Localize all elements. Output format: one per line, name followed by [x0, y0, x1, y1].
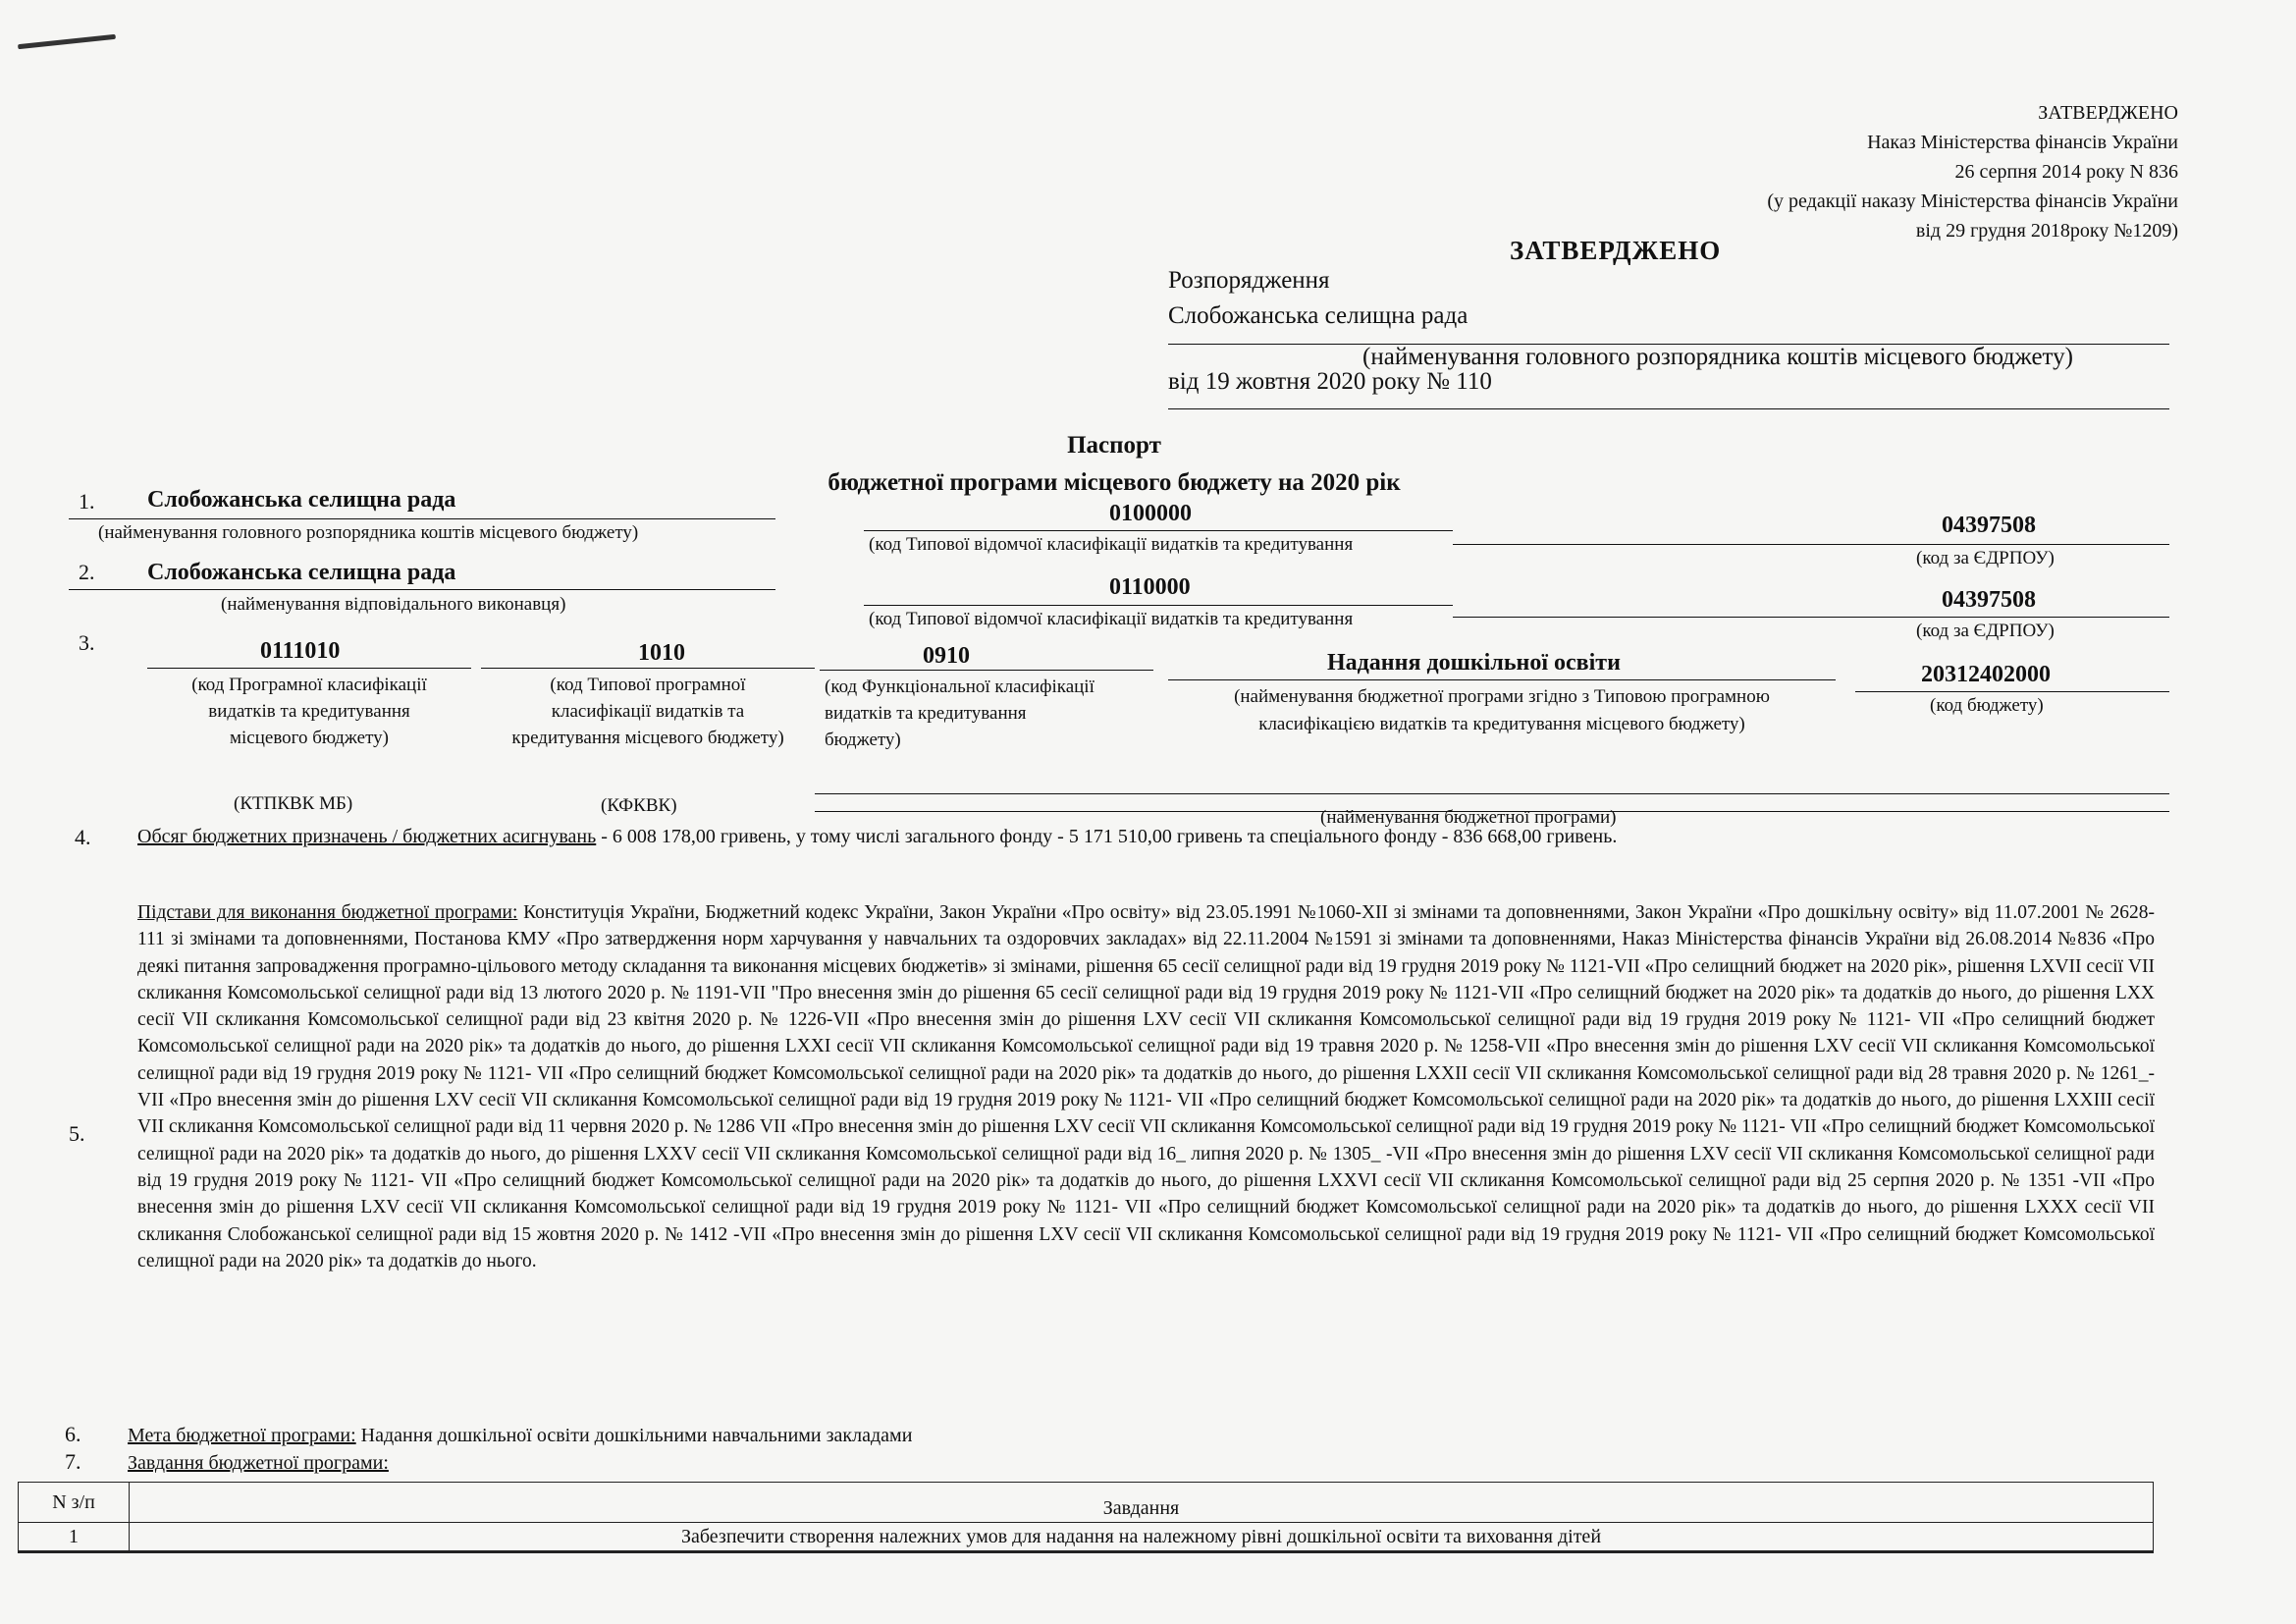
- approval-header-stamp: ЗАТВЕРДЖЕНО: [2038, 102, 2178, 124]
- item3-budget-code: 20312402000: [1921, 662, 2051, 687]
- caption-line: бюджету): [825, 730, 901, 750]
- approval-header-line: Наказ Міністерства фінансів України: [1867, 132, 2178, 153]
- item5-text: Конституція України, Бюджетний кодекс України, Закон України «Про освіту» від 23.05.1991 №1060-ХІІ зі змінами та доповненнями, Закон України «Про дошкільну освіту» від 11.07.2001 № 2628-111 зі змінами та доповненнями, Постанова КМУ «Про затвердження норм харчування у навчальних та оздоровчих закладах» від 22.11.2004 №1591 зі змінами та доповненнями, Наказ Міністерства фінансів України від 26.08.2014 №836 «Про деякі питання запровадження програмно-цільового методу складання та виконання місцевих бюджетів» зі змінами, рішення 65 сесії селищної ради від 19 грудня 2019 року № 1121-VII «Про селищний бюджет на 2020 рік», рішення LXVII сесії VII скликання Комсомольської селищної ради від 13 лютого 2020 р. № 1191-VII "Про внесення змін до рішення 65 сесії селищної ради від 19 грудня 2019 року № 1121-VII «Про селищний бюджет на 2020 рік» та додатків до нього, до рішення LXX сесії VII скликання Комсомольської селищної ради від 23 квітня 2020 р. № 1226-VII «Про внесення змін до рішення LXV сесії VII скликання Комсомольської селищної ради від 19 грудня 2019 року № 1121- VII «Про селищний бюджет Комсомольської селищної ради на 2020 рік» та додатків до нього, до рішення LXXI сесії VII скликання Комсомольської селищної ради від 19 травня 2020 р. № 1258-VII «Про внесення змін до рішення LXV сесії VII скликання Комсомольської селищної ради від 19 грудня 2019 року № 1121- VII «Про селищний бюджет Комсомольської селищної ради на 2020 рік» та додатків до нього, до рішення LXXII сесії VII скликання Комсомольської селищної ради від 28 травня 2020 р. № 1261_-VII «Про внесення змін до рішення LXV сесії VII скликання Комсомольської селищної ради від 19 грудня 2019 року № 1121- VII «Про селищний бюджет Комсомольської селищної ради на 2020 рік» та додатків до нього, до рішення LXXIII сесії VII скликання Комсомольської селищної ради від 11 червня 2020 р. № 1286 VII «Про внесення змін до рішення LXV сесії VII скликання Комсомольської селищної ради від 19 грудня 2019 року № 1121- VII «Про селищний бюджет Комсомольської селищної ради на 2020 рік» та додатків до нього, до рішення LXXV сесії VII скликання Комсомольської селищної ради від 16_ липня 2020 р. № 1305_ -VII «Про внесення змін до рішення LXV сесії VII скликання Комсомольської селищної ради від 19 грудня 2019 року № 1121- VII «Про селищний бюджет Комсомольської селищної ради на 2020 рік» та додатків до нього, до рішення LXXVI сесії VII скликання Комсомольської селищної ради від 25 серпня 2020 р. № 1351 -VII «Про внесення змін до рішення LXV сесії VII скликання Комсомольської селищної ради від 19 грудня 2019 року № 1121- VII «Про селищний бюджет Комсомольської селищної ради на 2020 рік» та додатків до нього, до рішення LXXX сесії VII скликання Слобожанської селищної ради від 15 жовтня 2020 р. № 1412 -VII «Про внесення змін до рішення LXV сесії VII скликання Комсомольської селищної ради від 19 грудня 2019 року № 1121- VII «Про селищний бюджет Комсомольської селищної ради на 2020 рік» та додатків до нього.: [137, 902, 2156, 1272]
- item4-text: [137, 823, 2179, 850]
- item4-number: 4.: [75, 825, 91, 849]
- passport-title: Паспорт: [1067, 432, 1161, 459]
- item6-label: Мета бюджетної програми:: [128, 1425, 356, 1446]
- item6-number: 6.: [65, 1422, 81, 1446]
- approval-header-line: 26 серпня 2014 року N 836: [1954, 161, 2178, 183]
- item4-value: - 6 008 178,00 гривень, у тому числі загального фонду - 5 171 510,00 гривень та спеціального фонду - 836 668,00 гривень.: [596, 826, 1618, 847]
- caption-line: видатків та кредитування: [208, 701, 410, 722]
- approval-title: ЗАТВЕРДЖЕНО: [1510, 236, 1722, 265]
- caption-line: видатків та кредитування: [825, 703, 1027, 724]
- item3-fkvk-caption: [825, 674, 1095, 753]
- item2-edrpou: 04397508: [1942, 587, 2036, 613]
- item1-edrpou-underline: [1453, 544, 2169, 545]
- item4-label: Обсяг бюджетних призначень / бюджетних асигнувань: [137, 826, 597, 847]
- item3-ktpkvk-caption: [147, 672, 471, 751]
- item1-code-caption: (код Типової відомчої класифікації видатків та кредитування: [869, 534, 1354, 555]
- item3-tpkvk: 1010: [638, 640, 685, 666]
- item1-name-caption: (найменування головного розпорядника коштів місцевого бюджету): [98, 522, 639, 543]
- item3-program-name: Надання дошкільної освіти: [1327, 650, 1621, 676]
- approval-header-line: від 29 грудня 2018року №1209): [1915, 220, 2178, 242]
- item2-number: 2.: [79, 560, 95, 584]
- col-num-header: N з/п: [19, 1483, 130, 1523]
- item2-name: Слобожанська селищна рада: [147, 560, 456, 585]
- item3-program-name-caption: (найменування бюджетної програми): [1320, 807, 1617, 828]
- caption-line: кредитування місцевого бюджету): [511, 728, 784, 748]
- task-text: Забезпечити створення належних умов для надання на належному рівні дошкільної освіти та виховання дітей: [130, 1523, 2154, 1552]
- approval-date-underline: [1168, 408, 2169, 409]
- approval-date-line: від 19 жовтня 2020 року № 110: [1168, 368, 1492, 395]
- item6-text: [128, 1422, 912, 1449]
- item2-edrpou-underline: [1453, 617, 2169, 618]
- col-task-header: Завдання: [130, 1483, 2154, 1523]
- item1-name: Слобожанська селищна рада: [147, 487, 456, 513]
- approval-doc-type: Розпорядження: [1168, 267, 1330, 294]
- caption-line: місцевого бюджету): [229, 728, 389, 748]
- item7-label: Завдання бюджетної програми:: [128, 1452, 389, 1474]
- item3-ktpkvk-underline: [147, 668, 471, 669]
- item5-basis: [137, 899, 2155, 1274]
- approval-block: [1168, 263, 2169, 334]
- item3-tpkvk-underline: [481, 668, 815, 669]
- scan-pen-mark: [18, 34, 116, 49]
- caption-line: (код Типової програмної: [550, 675, 746, 695]
- item1-number: 1.: [79, 489, 95, 514]
- item3-ktpkvk-abbr: (КТПКВК МБ): [234, 793, 353, 814]
- caption-line: класифікації видатків та: [551, 701, 745, 722]
- item2-code-caption: (код Типової відомчої класифікації видатків та кредитування: [869, 609, 1354, 629]
- approval-org: Слобожанська селищна рада: [1168, 302, 1468, 329]
- approval-org-caption: (найменування головного розпорядника коштів місцевого бюджету): [1362, 344, 2073, 370]
- item2-code-underline: [864, 605, 1453, 606]
- item5-label: Підстави для виконання бюджетної програми:: [137, 902, 518, 923]
- passport-subtitle: бюджетної програми місцевого бюджету на 2020 рік: [828, 469, 1401, 496]
- item1-code-underline: [864, 530, 1453, 531]
- item2-name-underline: [69, 589, 775, 590]
- item3-fkvk: 0910: [923, 643, 970, 669]
- item3-ktpkvk: 0111010: [260, 638, 341, 664]
- passport-title-block: [766, 427, 1463, 502]
- item1-name-underline: [69, 518, 775, 519]
- item3-program-name-underline: [815, 793, 2169, 794]
- item3-tpkvk-caption: [481, 672, 815, 751]
- tasks-table: [18, 1482, 2154, 1553]
- item2-edrpou-caption: (код за ЄДРПОУ): [1916, 621, 2055, 641]
- item3-program-underline: [1168, 679, 1836, 680]
- approval-header: [1767, 98, 2178, 245]
- item2-name-caption: (найменування відповідального виконавця): [221, 594, 566, 615]
- item3-budget-code-caption: (код бюджету): [1930, 695, 2044, 716]
- item1-code: 0100000: [1109, 501, 1192, 526]
- task-num: 1: [19, 1523, 130, 1552]
- caption-line: (найменування бюджетної програми згідно з Типовою програмною: [1234, 686, 1770, 707]
- approval-header-line: (у редакції наказу Міністерства фінансів України: [1767, 190, 2178, 212]
- item6-value: Надання дошкільної освіти дошкільними навчальними закладами: [355, 1425, 913, 1446]
- item5-number: 5.: [69, 1121, 85, 1146]
- item3-tpkvk-abbr: (КФКВК): [601, 795, 677, 816]
- item1-edrpou-caption: (код за ЄДРПОУ): [1916, 548, 2055, 568]
- caption-line: (код Функціональної класифікації: [825, 677, 1095, 697]
- table-row: [19, 1523, 2154, 1552]
- table-row: [19, 1483, 2154, 1523]
- item3-number: 3.: [79, 630, 95, 655]
- item3-program-caption: [1168, 683, 1836, 738]
- caption-line: (код Програмної класифікації: [191, 675, 427, 695]
- item3-budget-code-underline: [1855, 691, 2169, 692]
- item2-code: 0110000: [1109, 574, 1191, 600]
- item3-fkvk-underline: [820, 670, 1153, 671]
- caption-line: класифікацією видатків та кредитування місцевого бюджету): [1258, 714, 1745, 734]
- item7-number: 7.: [65, 1449, 81, 1474]
- item1-edrpou: 04397508: [1942, 513, 2036, 538]
